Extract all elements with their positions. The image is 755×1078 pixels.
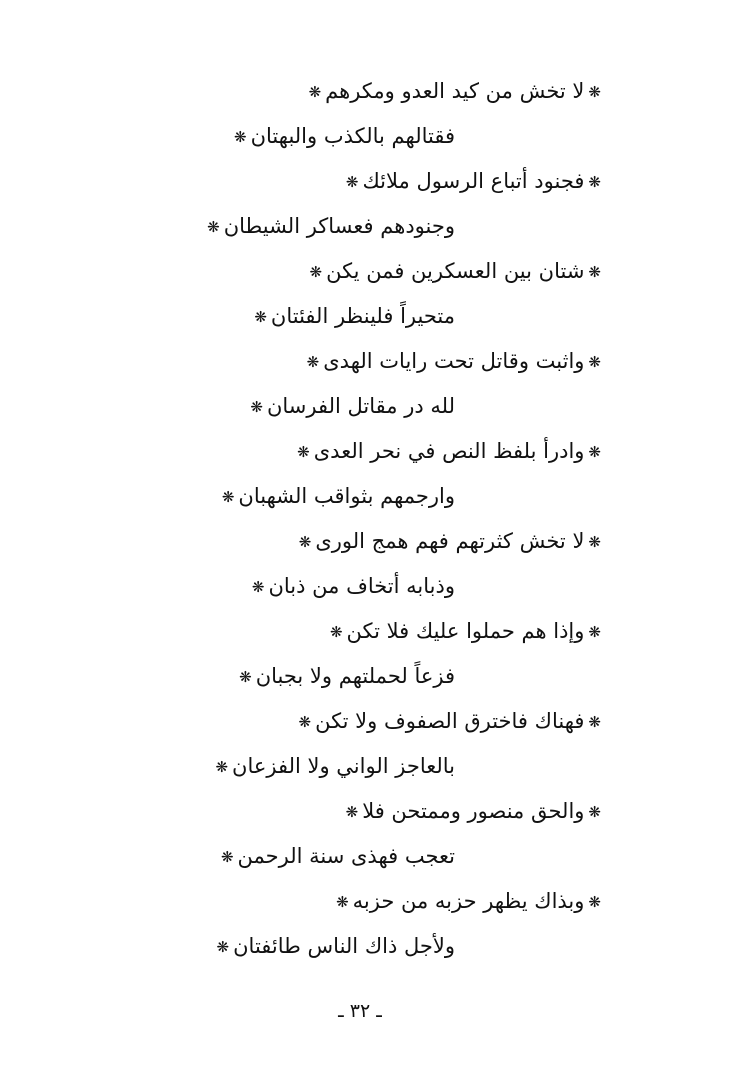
verse-3-second <box>250 301 455 331</box>
verse-7-second <box>235 661 455 691</box>
star-ornament-icon: ❋ <box>250 398 263 416</box>
star-ornament-icon: ❋ <box>588 533 601 551</box>
verse-9-first <box>342 796 605 826</box>
star-ornament-icon: ❋ <box>216 938 230 956</box>
verse-1-second <box>230 121 455 151</box>
star-ornament-icon: ❋ <box>306 353 320 371</box>
verse-text: وذبابه أتخاف من ذبان <box>268 574 455 598</box>
star-ornament-icon: ❋ <box>220 848 234 866</box>
verse-7-first <box>326 616 605 646</box>
star-ornament-icon: ❋ <box>297 443 310 461</box>
verse-text: متحيراً فلينظر الفئتان <box>270 304 455 328</box>
star-ornament-icon: ❋ <box>221 488 235 506</box>
verse-text: وبذاك يظهر حزبه من حزبه <box>352 889 585 913</box>
page-number: ـ ٣٢ ـ <box>338 1000 382 1022</box>
verse-5-second <box>218 481 455 511</box>
star-ornament-icon: ❋ <box>309 263 323 281</box>
star-ornament-icon: ❋ <box>298 713 312 731</box>
star-ornament-icon: ❋ <box>251 578 265 596</box>
star-ornament-icon: ❋ <box>588 83 601 101</box>
star-ornament-icon: ❋ <box>298 533 312 551</box>
verse-6-second <box>248 571 455 601</box>
star-ornament-icon: ❋ <box>588 803 601 821</box>
star-ornament-icon: ❋ <box>308 83 322 101</box>
star-ornament-icon: ❋ <box>234 128 247 146</box>
verse-9-second <box>217 841 455 871</box>
star-ornament-icon: ❋ <box>588 173 601 191</box>
verse-text: ولأجل ذاك الناس طائفتان <box>233 934 455 958</box>
star-ornament-icon: ❋ <box>588 893 601 911</box>
verse-text: شتان بين العسكرين فمن يكن <box>326 259 585 283</box>
verse-1-first <box>305 76 605 106</box>
star-ornament-icon: ❋ <box>588 263 601 281</box>
verse-8-second <box>211 751 455 781</box>
verse-5-first <box>293 436 605 466</box>
verse-text: لا تخش كثرتهم فهم همج الورى <box>315 529 585 553</box>
verse-text: وجنودهم فعساكر الشيطان <box>223 214 455 238</box>
verse-text: وادرأ بلفظ النص في نحر العدى <box>313 439 585 463</box>
star-ornament-icon: ❋ <box>254 308 267 326</box>
verse-6-first <box>295 526 605 556</box>
verse-2-first <box>342 166 605 196</box>
verse-text: فقتالهم بالكذب والبهتان <box>250 124 455 148</box>
verse-text: وإذا هم حملوا عليك فلا تكن <box>346 619 585 643</box>
star-ornament-icon: ❋ <box>329 623 343 641</box>
star-ornament-icon: ❋ <box>345 173 359 191</box>
verse-text: لا تخش من كيد العدو ومكرهم <box>325 79 585 103</box>
star-ornament-icon: ❋ <box>588 623 601 641</box>
star-ornament-icon: ❋ <box>336 893 349 911</box>
verse-3-first <box>306 256 605 286</box>
star-ornament-icon: ❋ <box>588 353 601 371</box>
star-ornament-icon: ❋ <box>588 443 601 461</box>
verse-8-first <box>295 706 606 736</box>
verse-text: تعجب فهذى سنة الرحمن <box>237 844 455 868</box>
verse-10-second <box>213 931 455 961</box>
verse-text: واثبت وقاتل تحت رايات الهدى <box>323 349 585 373</box>
star-ornament-icon: ❋ <box>239 668 252 686</box>
verse-text: لله در مقاتل الفرسان <box>266 394 455 418</box>
star-ornament-icon: ❋ <box>588 713 601 731</box>
verse-4-second <box>246 391 455 421</box>
verse-text: فجنود أتباع الرسول ملائك <box>362 169 585 193</box>
verse-10-first <box>332 886 605 916</box>
verse-text: فهناك فاخترق الصفوف ولا تكن <box>315 709 585 733</box>
star-ornament-icon: ❋ <box>215 758 229 776</box>
star-ornament-icon: ❋ <box>207 218 220 236</box>
verse-text: بالعاجز الواني ولا الفزعان <box>232 754 455 778</box>
verse-4-first <box>303 346 605 376</box>
verse-2-second <box>203 211 455 241</box>
verse-text: وارجمهم بثواقب الشهبان <box>238 484 455 508</box>
verse-text: والحق منصور وممتحن فلا <box>362 799 585 823</box>
verse-text: فزعاً لحملتهم ولا بجبان <box>255 664 455 688</box>
star-ornament-icon: ❋ <box>345 803 359 821</box>
